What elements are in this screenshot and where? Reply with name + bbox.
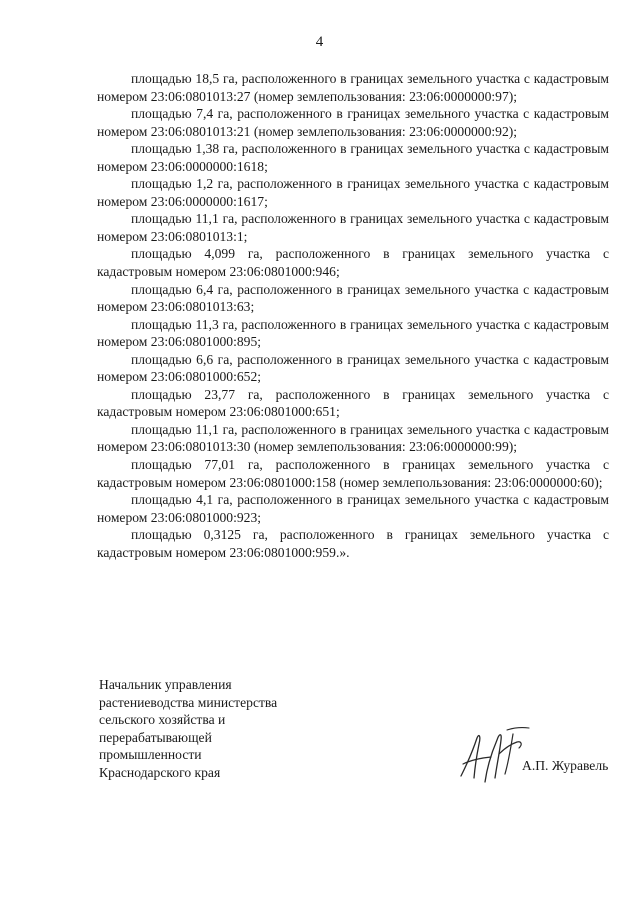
handwritten-signature: [455, 724, 535, 788]
land-plot-paragraph: площадью 11,1 га, расположенного в границах земельного участка с кадастровым номером 23:06:0801013:30 (номер землепользования: 23:06:0000000:99);: [97, 421, 609, 455]
land-plot-paragraph: площадью 0,3125 га, расположенного в границах земельного участка с кадастровым номером 23:06:0801000:959.».: [97, 527, 609, 560]
land-plot-paragraph: площадью 11,1 га, расположенного в границах земельного участка с кадастровым номером 23:06:0801013:1;: [97, 211, 609, 244]
signatory-title-line: Начальник управления: [99, 677, 232, 692]
signatory-title-line: растениеводства министерства: [99, 694, 278, 710]
land-plot-paragraph: площадью 7,4 га, расположенного в границах земельного участка с кадастровым номером 23:06:0801013:21 (номер землепользования: 23:06:0000000:92);: [97, 106, 609, 139]
signatory-title: [99, 676, 319, 782]
land-plot-paragraph: площадью 1,2 га, расположенного в границах земельного участка с кадастровым номером 23:06:0000000:1617;: [97, 176, 609, 209]
signatory-title-line: промышленности: [99, 747, 202, 763]
signatory-title-line: сельского хозяйства и: [99, 712, 226, 728]
land-plot-paragraph: площадью 4,099 га, расположенного в границах земельного участка с кадастровым номером 23:06:0801000:946;: [97, 246, 609, 280]
land-plot-paragraph: площадью 6,4 га, расположенного в границах земельного участка с кадастровым номером 23:06:0801013:63;: [97, 281, 609, 315]
land-plot-paragraph: площадью 77,01 га, расположенного в границах земельного участка с кадастровым номером 23:06:0801000:158 (номер землепользования: 23:06:0000000:60);: [97, 457, 609, 490]
signatory-title-line: перерабатывающей: [99, 729, 212, 745]
land-plot-paragraph: площадью 6,6 га, расположенного в границах земельного участка с кадастровым номером 23:06:0801000:652;: [97, 351, 609, 385]
land-plot-paragraph: площадью 4,1 га, расположенного в границах земельного участка с кадастровым номером 23:06:0801000:923;: [97, 492, 609, 525]
signatory-name: А.П. Журавель: [522, 758, 609, 773]
page-number: 4: [315, 34, 324, 50]
land-plot-paragraph: площадью 11,3 га, расположенного в границах земельного участка с кадастровым номером 23:06:0801000:895;: [97, 316, 609, 350]
land-plot-paragraph: площадью 18,5 га, расположенного в границах земельного участка с кадастровым номером 23:06:0801013:27 (номер землепользования: 23:06:0000000:97);: [97, 71, 609, 104]
land-plot-paragraph: площадью 23,77 га, расположенного в границах земельного участка с кадастровым номером 23:06:0801000:651;: [97, 386, 609, 420]
signatory-title-line: Краснодарского края: [99, 764, 221, 780]
land-plot-paragraph: площадью 1,38 га, расположенного в границах земельного участка с кадастровым номером 23:06:0000000:1618;: [97, 141, 609, 174]
document-body: [97, 70, 609, 561]
